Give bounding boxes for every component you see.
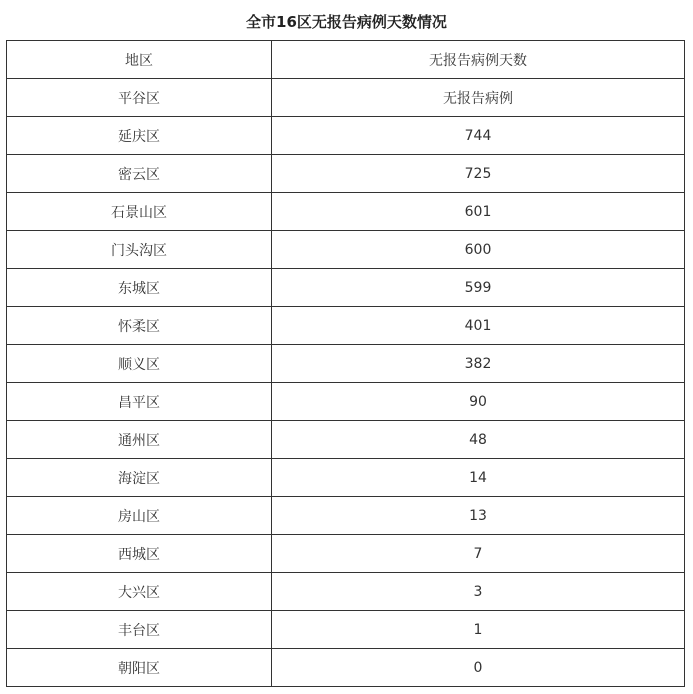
- district-cell: 大兴区: [7, 573, 272, 611]
- days-cell: 601: [272, 193, 685, 231]
- district-cell: 怀柔区: [7, 307, 272, 345]
- district-cell: 朝阳区: [7, 649, 272, 687]
- table-row: [7, 421, 685, 459]
- table-title: 全市16区无报告病例天数情况: [246, 13, 447, 31]
- table-row: [7, 193, 685, 231]
- table-row: [7, 535, 685, 573]
- district-cell: 顺义区: [7, 345, 272, 383]
- days-cell: 48: [272, 421, 685, 459]
- days-cell: 401: [272, 307, 685, 345]
- district-cell: 通州区: [7, 421, 272, 459]
- district-cell: 延庆区: [7, 117, 272, 155]
- district-cell: 石景山区: [7, 193, 272, 231]
- days-cell: 725: [272, 155, 685, 193]
- table-row: [7, 459, 685, 497]
- table-row: [7, 649, 685, 687]
- days-cell: 0: [272, 649, 685, 687]
- days-cell: 1: [272, 611, 685, 649]
- days-cell: 744: [272, 117, 685, 155]
- table-row: [7, 573, 685, 611]
- table-row: [7, 155, 685, 193]
- table-row: [7, 497, 685, 535]
- district-cell: 丰台区: [7, 611, 272, 649]
- district-cell: 平谷区: [7, 79, 272, 117]
- days-cell: 90: [272, 383, 685, 421]
- district-cell: 房山区: [7, 497, 272, 535]
- days-cell: 3: [272, 573, 685, 611]
- table-row: [7, 611, 685, 649]
- table-row: [7, 231, 685, 269]
- days-cell: 382: [272, 345, 685, 383]
- district-cell: 海淀区: [7, 459, 272, 497]
- district-cell: 昌平区: [7, 383, 272, 421]
- table-header: [7, 41, 685, 79]
- days-cell: 14: [272, 459, 685, 497]
- header-district: 地区: [7, 41, 272, 79]
- table-body: [7, 79, 685, 687]
- table-row: [7, 117, 685, 155]
- district-table: [6, 40, 685, 687]
- table-row: [7, 269, 685, 307]
- table-row: [7, 79, 685, 117]
- days-cell: 599: [272, 269, 685, 307]
- district-cell: 东城区: [7, 269, 272, 307]
- table-row: [7, 345, 685, 383]
- district-cell: 密云区: [7, 155, 272, 193]
- district-cell: 西城区: [7, 535, 272, 573]
- header-days: 无报告病例天数: [272, 41, 685, 79]
- days-cell: 无报告病例: [272, 79, 685, 117]
- table-row: [7, 383, 685, 421]
- table-row: [7, 307, 685, 345]
- days-cell: 600: [272, 231, 685, 269]
- days-cell: 13: [272, 497, 685, 535]
- district-cell: 门头沟区: [7, 231, 272, 269]
- days-cell: 7: [272, 535, 685, 573]
- header-row: [7, 41, 685, 79]
